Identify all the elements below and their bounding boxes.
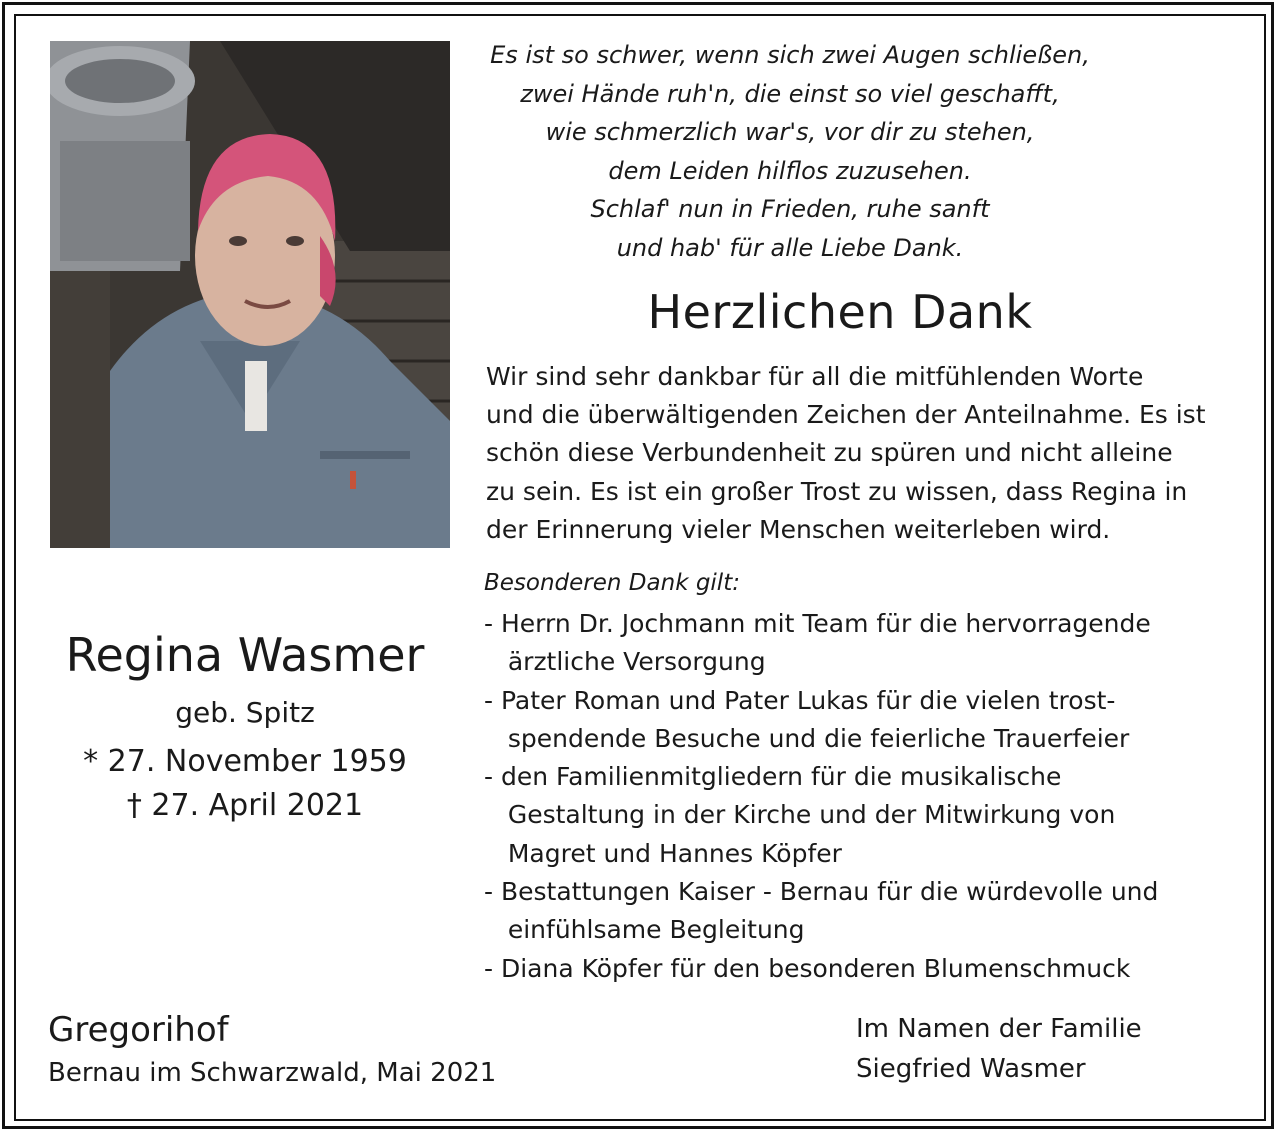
special-thanks-line: ärztliche Versorgung <box>484 647 766 677</box>
thanks-paragraph <box>486 358 1256 549</box>
special-thanks-line: Gestaltung in der Kirche und der Mitwirkung von <box>484 800 1116 830</box>
special-thanks-line: - Herrn Dr. Jochmann mit Team für die hervorragende <box>484 609 1151 638</box>
portrait-photo <box>50 41 450 548</box>
special-thanks-line: spendende Besuche und die feierliche Trauerfeier <box>484 723 1130 753</box>
thanks-line: schön diese Verbundenheit zu spüren und nicht alleine <box>486 438 1173 468</box>
signature-line-1: Im Namen der Familie <box>856 1014 1142 1044</box>
birth-date: * 27. November 1959 <box>83 744 407 779</box>
special-thanks-list <box>484 605 1264 988</box>
signature-line-2: Siegfried Wasmer <box>856 1054 1086 1084</box>
poem <box>470 36 1110 267</box>
thanks-line: zu sein. Es ist ein großer Trost zu wissen, dass Regina in <box>486 476 1188 506</box>
heading: Herzlichen Dank <box>647 285 1033 339</box>
special-thanks-line: - Bestattungen Kaiser - Bernau für die würdevolle und <box>484 877 1159 907</box>
thanks-line: und die überwältigenden Zeichen der Anteilnahme. Es ist <box>486 400 1206 430</box>
thanks-line: der Erinnerung vieler Menschen weiterleben wird. <box>486 514 1111 544</box>
poem-line: und hab' für alle Liebe Dank. <box>616 233 964 262</box>
poem-line: Es ist so schwer, wenn sich zwei Augen schließen, <box>490 41 1090 69</box>
thanks-line: Wir sind sehr dankbar für all die mitfühlenden Worte <box>486 362 1144 391</box>
death-date: † 27. April 2021 <box>126 788 364 823</box>
poem-line: Schlaf' nun in Frieden, ruhe sanft <box>590 195 990 223</box>
special-thanks-line: Magret und Hannes Köpfer <box>484 838 842 868</box>
farm-name: Gregorihof <box>48 1010 229 1050</box>
special-thanks-line: einfühlsame Begleitung <box>484 915 805 945</box>
poem-line: wie schmerzlich war's, vor dir zu stehen, <box>545 118 1035 146</box>
special-thanks-title: Besonderen Dank gilt: <box>484 570 740 596</box>
special-thanks-line: - Pater Roman und Pater Lukas für die vielen trost- <box>484 685 1116 715</box>
maiden-name: geb. Spitz <box>175 696 315 729</box>
place-and-date: Bernau im Schwarzwald, Mai 2021 <box>48 1058 497 1088</box>
poem-line: dem Leiden hilflos zuzusehen. <box>608 156 972 185</box>
special-thanks-line: - den Familienmitgliedern für die musikalische <box>484 762 1062 792</box>
deceased-name: Regina Wasmer <box>65 628 425 682</box>
special-thanks-line: - Diana Köpfer für den besonderen Blumenschmuck <box>484 953 1131 983</box>
poem-line: zwei Hände ruh'n, die einst so viel geschafft, <box>520 79 1060 108</box>
